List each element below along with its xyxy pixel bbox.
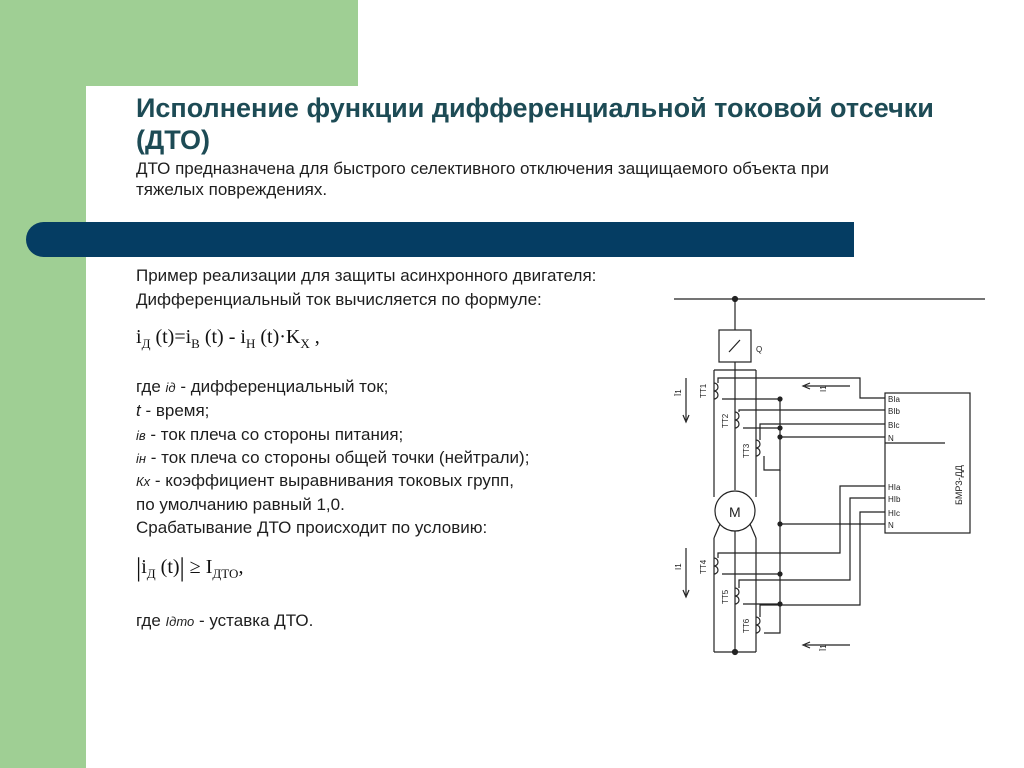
- formula-sub-b: В: [191, 336, 200, 351]
- terminal-n-bottom: N: [888, 521, 894, 530]
- terminal-bic: BIc: [888, 421, 900, 430]
- def-setpoint: [136, 610, 313, 633]
- motor-out-c: [750, 524, 756, 538]
- ct2-label: ТТ2: [721, 413, 730, 428]
- formula-sub-x: Х: [300, 336, 310, 351]
- circuit-diagram: [660, 288, 1000, 668]
- ct1-label: ТТ1: [699, 383, 708, 398]
- slide-subtitle: ДТО предназначена для быстрого селективного отключения защищаемого объекта при тяжелых повреждениях.: [136, 159, 829, 199]
- formula2-sub-dto: ДТО: [212, 566, 239, 581]
- where-prefix: где: [136, 377, 161, 396]
- intro-line-1: Пример реализации для защиты асинхронного двигателя:: [136, 266, 597, 285]
- formula2-comma: ,: [238, 556, 244, 578]
- setpoint-symbol: Iдто: [165, 614, 195, 629]
- terminal-hic: HIc: [888, 509, 900, 518]
- formula-i3: i: [240, 326, 246, 348]
- def-in-text: - ток плеча со стороны общей точки (нейтрали);: [146, 448, 530, 467]
- current-label-2: I1: [819, 385, 828, 392]
- def-t-text: - время;: [140, 401, 210, 420]
- breaker-label: Q: [756, 345, 763, 354]
- formula-t1: (t): [155, 326, 175, 348]
- formula-differential-current: [136, 326, 320, 352]
- left-green-bar: [0, 0, 86, 768]
- breaker-contact: [729, 340, 740, 352]
- wires-bottom: [718, 470, 885, 633]
- def-t-symbol: t: [136, 401, 141, 420]
- def-id: [136, 376, 388, 399]
- def-ib-text: - ток плеча со стороны питания;: [145, 425, 404, 444]
- ct3-label: ТТ3: [742, 443, 751, 458]
- def-id-symbol: iд: [165, 380, 176, 395]
- formula2-sub-d: Д: [146, 566, 156, 581]
- ct4-label: ТТ4: [699, 559, 708, 574]
- trip-condition: Срабатывание ДТО происходит по условию:: [136, 518, 488, 537]
- terminal-hib: HIb: [888, 495, 901, 504]
- formula-comma: ,: [314, 326, 320, 348]
- formula-sub-d: Д: [141, 336, 151, 351]
- formula-t2: (t): [204, 326, 224, 348]
- formula-i2: i: [185, 326, 192, 348]
- def-ib-symbol: iв: [136, 428, 146, 443]
- setpoint-text: - уставка ДТО.: [194, 611, 314, 630]
- formula-sub-n: Н: [245, 336, 256, 351]
- formula2-t: (t): [160, 556, 180, 578]
- neutral-node: [733, 650, 738, 655]
- formula-trip-condition: [136, 553, 243, 583]
- formula2-ge: ≥ I: [189, 556, 213, 578]
- setpoint-prefix: где: [136, 611, 166, 630]
- def-t: [136, 400, 209, 422]
- intro-line-2: Дифференциальный ток вычисляется по формуле:: [136, 290, 542, 309]
- abs-bar-left: |: [136, 553, 142, 582]
- formula-eq: =: [174, 326, 186, 348]
- current-label-1: Ī1: [674, 389, 683, 396]
- formula-i: i: [136, 326, 142, 348]
- def-ib: [136, 424, 403, 447]
- def-in-symbol: iн: [136, 451, 147, 466]
- terminal-bib: BIb: [888, 407, 901, 416]
- current-label-3: I1: [674, 563, 683, 570]
- def-kx-default: по умолчанию равный 1,0.: [136, 495, 345, 514]
- relay-label: БМРЗ-ДД: [954, 465, 964, 505]
- def-in: [136, 447, 529, 470]
- navy-band: [26, 222, 854, 257]
- def-kx-symbol: Кх: [136, 474, 151, 489]
- terminal-n-top: N: [888, 434, 894, 443]
- formula-minus: -: [228, 326, 236, 348]
- def-id-text: - дифференциальный ток;: [175, 377, 389, 396]
- motor-out-a: [714, 524, 720, 538]
- top-green-bar: [86, 0, 358, 86]
- current-label-4: Ī1: [819, 644, 828, 651]
- ct5-label: ТТ5: [721, 589, 730, 604]
- def-kx: [136, 470, 514, 493]
- formula2-i: i: [141, 556, 147, 578]
- formula-t-k: (t)·K: [260, 326, 301, 348]
- terminal-bia: BIa: [888, 395, 901, 404]
- def-kx-text: - коэффициент выравнивания токовых групп,: [150, 471, 514, 490]
- abs-bar-right: |: [179, 553, 185, 582]
- ct6-label: ТТ6: [742, 618, 751, 633]
- terminal-hia: HIa: [888, 483, 901, 492]
- motor-label: M: [729, 504, 741, 520]
- slide-title: Исполнение функции дифференциальной токовой отсечки (ДТО): [136, 93, 934, 155]
